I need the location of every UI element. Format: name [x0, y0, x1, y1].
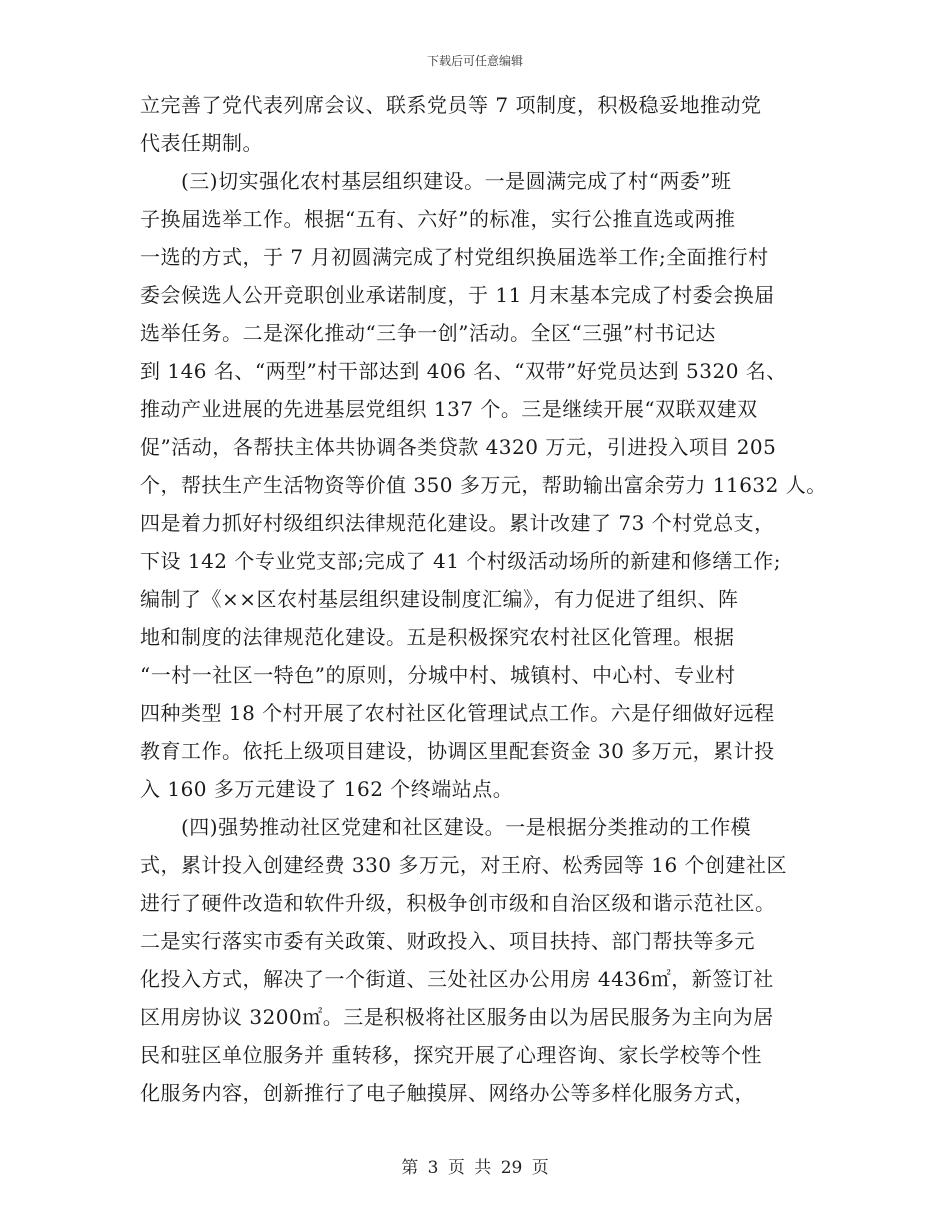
text-line: 民和驻区单位服务并 重转移，探究开展了心理咨询、家长学校等个性 — [140, 1043, 762, 1067]
text-line: 委会候选人公开竞职创业承诺制度，于 11 月末基本完成了村委会换届 — [140, 283, 775, 307]
text-line: 立完善了党代表列席会议、联系党员等 7 项制度，积极稳妥地推动党 — [140, 93, 762, 117]
text-line: (三)切实强化农村基层组织建设。一是圆满完成了村“两委”班 — [140, 169, 732, 193]
text-line: 个，帮扶生产生活物资等价值 350 多万元，帮助输出富余劳力 11632 人。 — [140, 473, 827, 497]
text-line: (四)强势推动社区党建和社区建设。一是根据分类推动的工作模 — [140, 815, 752, 839]
text-line: 子换届选举工作。根据“五有、六好”的标准，实行公推直选或两推 — [140, 207, 736, 231]
text-line: 区用房协议 3200㎡。三是积极将社区服务由以为居民服务为主向为居 — [140, 1005, 774, 1029]
text-line: 地和制度的法律规范化建设。五是积极探究农村社区化管理。根据 — [140, 625, 735, 649]
text-line: 教育工作。依托上级项目建设，协调区里配套资金 30 多万元，累计投 — [140, 739, 775, 763]
header-note: 下载后可任意编辑 — [426, 54, 523, 68]
text-line: 一选的方式，于 7 月初圆满完成了村党组织换届选举工作;全面推行村 — [140, 245, 769, 269]
text-line: 编制了《××区农村基层组织建设制度汇编》，有力促进了组织、阵 — [140, 587, 739, 611]
text-line: 到 146 名、“两型”村干部达到 406 名、“双带”好党员达到 5320 名、 — [140, 359, 787, 383]
text-line: 化投入方式，解决了一个街道、三处社区办公用房 4436㎡，新签订社 — [140, 967, 774, 991]
text-line: 进行了硬件改造和软件升级，积极争创市级和自治区级和谐示范社区。 — [140, 891, 776, 915]
document-body — [140, 86, 830, 1112]
text-line: 推动产业进展的先进基层党组织 137 个。三是继续开展“双联双建双 — [140, 397, 758, 421]
text-line: 促”活动，各帮扶主体共协调各类贷款 4320 万元，引进投入项目 205 — [140, 435, 777, 459]
text-line: “一村一社区一特色”的原则，分城中村、城镇村、中心村、专业村 — [140, 663, 736, 687]
text-line: 四是着力抓好村级组织法律规范化建设。累计改建了 73 个村党总支， — [140, 511, 775, 535]
text-line: 下设 142 个专业党支部;完成了 41 个村级活动场所的新建和修缮工作; — [140, 549, 782, 573]
text-line: 式，累计投入创建经费 330 多万元，对王府、松秀园等 16 个创建社区 — [140, 853, 788, 877]
text-line: 代表任期制。 — [140, 131, 263, 155]
page-number-footer: 第 3 页 共 29 页 — [401, 1158, 549, 1178]
text-line: 化服务内容，创新推行了电子触摸屏、网络办公等多样化服务方式， — [140, 1081, 755, 1105]
text-line: 四种类型 18 个村开展了农村社区化管理试点工作。六是仔细做好远程 — [140, 701, 775, 725]
text-line: 入 160 多万元建设了 162 个终端站点。 — [140, 777, 514, 801]
text-line: 二是实行落实市委有关政策、财政投入、项目扶持、部门帮扶等多元 — [140, 929, 755, 953]
text-line: 选举任务。二是深化推动“三争一创”活动。全区“三强”村书记达 — [140, 321, 716, 345]
